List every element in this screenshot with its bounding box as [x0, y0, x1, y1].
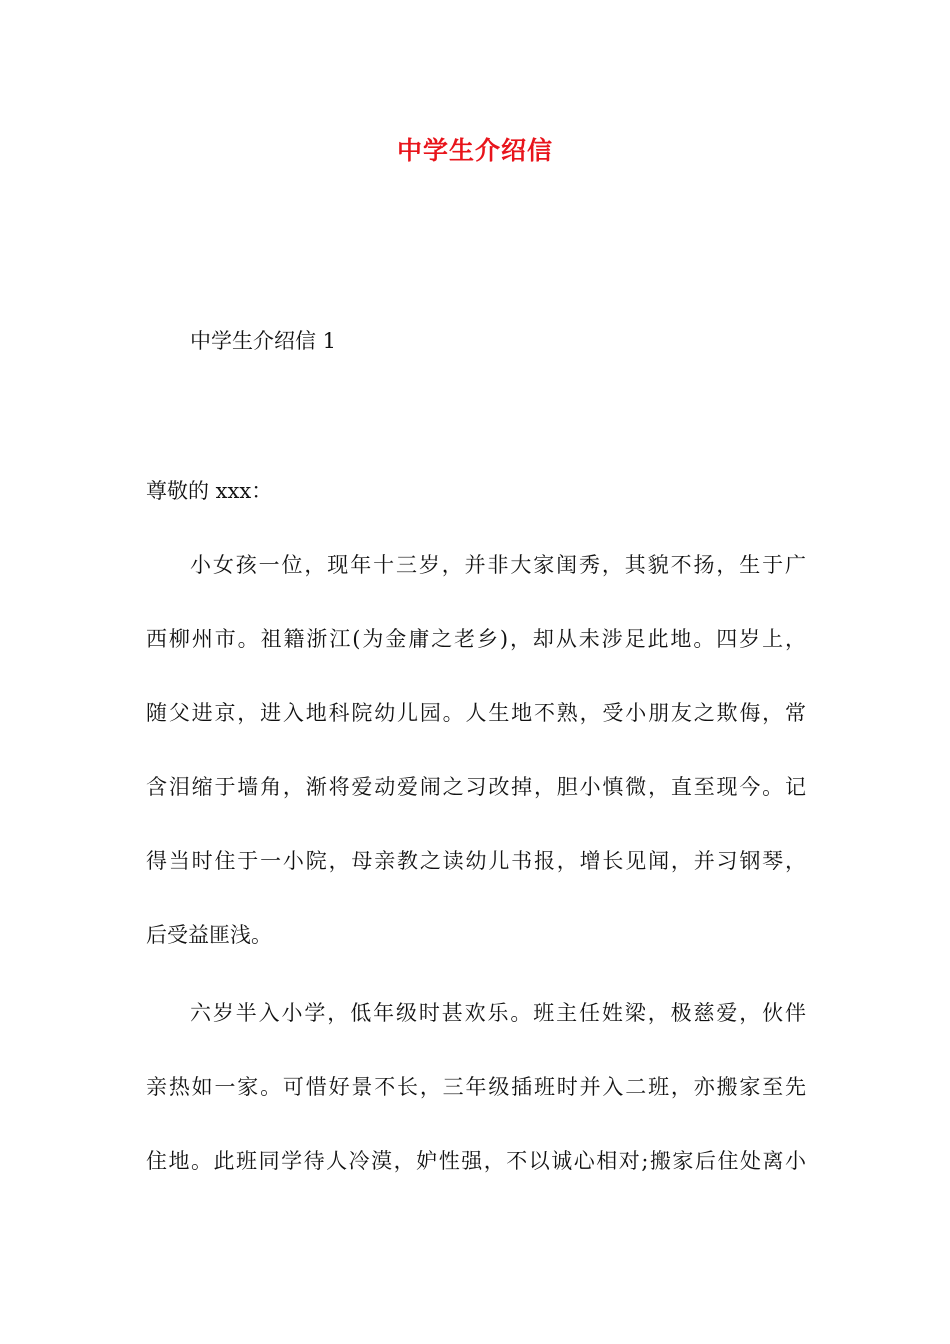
paragraph-line: 西柳州市。祖籍浙江(为金庸之老乡)，却从未涉足此地。四岁上， — [146, 627, 806, 651]
salutation: 尊敬的 xxx： — [146, 479, 273, 503]
paragraph-line: 亲热如一家。可惜好景不长，三年级插班时并入二班，亦搬家至先 — [146, 1075, 806, 1099]
paragraph-line: 后受益匪浅。 — [146, 923, 272, 947]
paragraph-line: 住地。此班同学待人冷漠，妒性强，不以诚心相对;搬家后住处离小 — [146, 1149, 806, 1173]
document-title: 中学生介绍信 — [396, 136, 553, 165]
paragraph-line: 小女孩一位，现年十三岁，并非大家闺秀，其貌不扬，生于广 — [190, 553, 806, 577]
paragraph-line: 随父进京，进入地科院幼儿园。人生地不熟，受小朋友之欺侮，常 — [146, 701, 806, 725]
paragraph-2 — [146, 998, 806, 1220]
section-heading: 中学生介绍信 1 — [190, 329, 337, 353]
paragraph-line: 六岁半入小学，低年级时甚欢乐。班主任姓梁，极慈爱，伙伴 — [190, 1001, 806, 1025]
paragraph-1 — [146, 550, 806, 994]
paragraph-line: 含泪缩于墙角，渐将爱动爱闹之习改掉，胆小慎微，直至现今。记 — [146, 775, 806, 799]
paragraph-line: 得当时住于一小院，母亲教之读幼儿书报，增长见闻，并习钢琴， — [146, 849, 806, 873]
